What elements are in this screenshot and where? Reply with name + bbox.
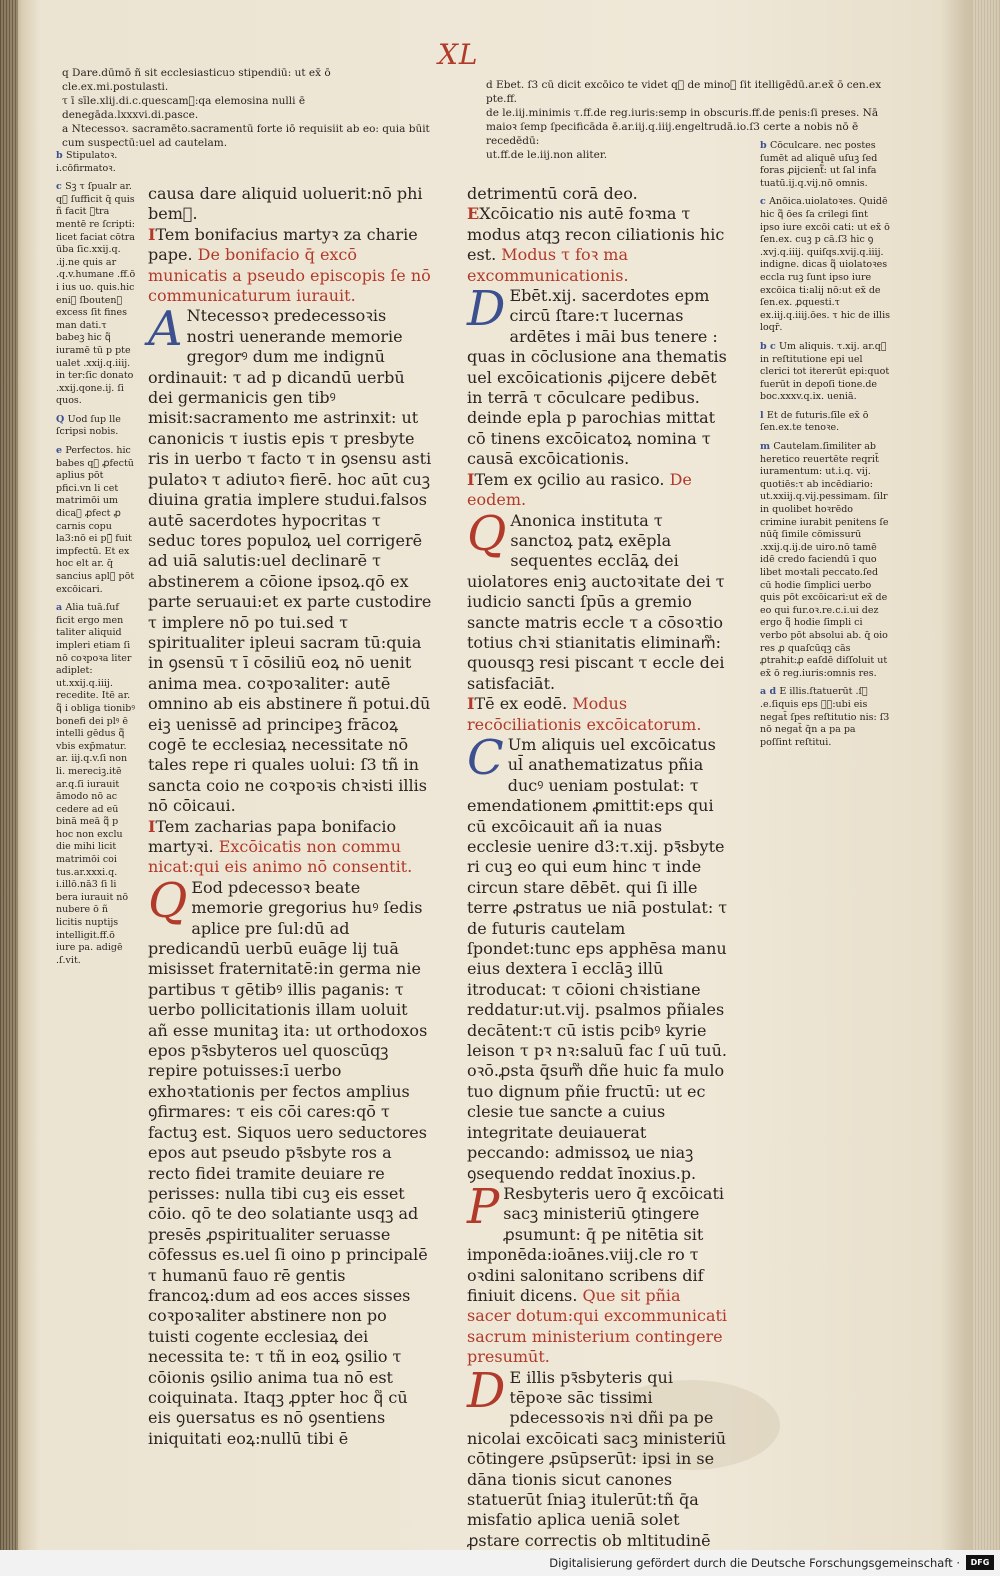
body-text: Xcōicatio nis autē foꝛma τ modus atqꝫ recon ciliationis hic est. [467, 204, 725, 265]
text-block [467, 470, 729, 511]
gloss-initial: b [56, 150, 66, 161]
gloss-note [760, 196, 890, 335]
text-block [148, 817, 432, 878]
rubric-heading: Excōicatis non commu nicat:qui eis animo nō consentit. [148, 837, 413, 877]
gloss-initial: c [760, 196, 770, 208]
gloss-initial: b [760, 140, 770, 151]
decorated-initial: C [467, 729, 504, 786]
gloss-note [56, 150, 136, 175]
gloss-text: Alia tuā.ſuf ficit ergo men taliter aliquid impleri etiam ſi nō coꝛpoꝛa liter adiplet: ut.xxij.q.iiij. recedite. Itē ar. q᷑ i obliga tionibꝰ bonefi dei plꝰ ē intelli gēdus q᷑ vbis exp̄matur. ar. iij.q.v.ſi non li. mereciꝫ.itē ar.q.ſi iurauit āmodo nō ac cedere ad eū binā meā q᷑ p hoc non exclu die mihi licit matrimōi coi tus.ar.xxxi.q. i.illō.nā3 ſi li bera iurauit nō nubere ō ñ licitis nuptijs intelligit.ff.ō iure pa. adigē .ſ.vit. [56, 602, 136, 966]
book-gutter [0, 0, 18, 1550]
decorated-initial: A [148, 301, 183, 358]
gloss-initial: a d [760, 686, 780, 698]
body-text: Tem zacharias papa bonifacio martyꝛi. [148, 816, 397, 856]
text-block [467, 694, 729, 735]
gloss-note [760, 410, 890, 435]
gloss-line: d Ebet. ſ3 cū dicit excōico te videt q᷑ de minoꝝ ſit itelligēdū.ar.ex̄ ō cen.ex pte.ff. [486, 79, 882, 105]
body-text: Tē ex eodē. [474, 694, 573, 714]
gloss-initial: e [56, 445, 66, 457]
gloss-text: Cautelam.ſimiliter ab heretico reuertēte reqrit̄ iuramentum: ut.i.q. vij. quotiēs:τ ab incēdiario: ut.xxiij.q.vij.pessimam. ſilr in quolibet hoꝛrēdo crimine iurabit penitens ſe nūq̄ ſimile cōmissurū .xxij.q.ij.de uiro.nō tamē idē credo faciendū ī quo libet moꝛtali peccato.ſed cū hodie ſimplici uerbo quis pōt excōicari:ut ex̄ de eo qui fur.oꝛ.re.c.i.ui dez ergo q᷑ hodie ſimpli ci verbo pōt absolui ab. q̄ oio res ꝓ quaſcūqꝫ cās ꝓtrahit:ꝓ eaſdē diſſoluit ut ex̄ ō reg.iuris:omnis res. [760, 441, 889, 679]
text-block [467, 281, 729, 470]
gloss-line: q Dare.dūmō ñ sit ecclesiasticuↄ stipendiū: ut ex̄ ō cle.ex.mi.postulasti. [62, 67, 331, 93]
gloss-text: Et de futuris.ſīle ex̄ ō ſen.ex.te tenoꝛe. [760, 409, 869, 434]
footer-credit: Digitalisierung gefördert durch die Deutsche Forschungsgemeinschaft · [549, 1556, 960, 1570]
gloss-line: cum suspectū:uel ad cautelam. [62, 137, 228, 149]
body-text: Ntecessoꝛ predecessoꝛis nostri uenerande memorie gregorꝰ dum me indignū ordinauit: τ ad p dicandū uerbū dei germanicis gen tibꝰ misit:sacramento me astrinxit: ut canonicis τ iustis epis τ presbyte ris in uerbo τ facto τ in ꝯsensu asti pulatoꝛ τ adiutoꝛ fierē. hoc aūt cuꝫ diuina gratia implere studui.falsos autē sacerdotes hypocritas τ seduc tores populoꝝ uel corrigerē ad uiā salutis:uel declinarē τ abstinerem a cōione ipsoꝝ.qō ex parte seruaui:et ex parte custodire τ implere nō po tui.sed τ spiritualiter ipleui sacram tū:quia in ꝯsensū τ ī cōsiliū eoꝝ nō uenit anima mea. coꝛpoꝛaliter: autē omnino ab eis abstinere ñ potui.dū eiꝫ uenissē ad principeꝫ frācoꝝ cogē te ecclesiaꝝ necessitate nō tales repe ri quales uolui: ſ3 tñ in sancta coio ne coꝛpoꝛis chꝛisti illis nō cōicaui. [148, 306, 432, 816]
decorated-initial: P [467, 1178, 500, 1235]
gloss-note [760, 341, 890, 404]
rubric-heading: De eodem. [467, 469, 692, 510]
decorated-initial: Q [467, 505, 507, 562]
rubricated-initial: I [467, 469, 475, 489]
gloss-line: ut.ff.de le.iij.non aliter. [486, 149, 608, 161]
text-block [467, 505, 729, 695]
body-text: detrimentū corā deo. [467, 184, 638, 203]
gloss-text: Cōculcare. nec postes ſumēt ad aliquē uſuꝫ ſed foras ꝓijcient᷑: ut ſal infa tuatū.ij.q.vij.nō omnis. [760, 140, 878, 189]
gloss-initial: b c [760, 340, 780, 352]
gloss-initial: a [56, 602, 66, 614]
text-block [467, 1362, 729, 1552]
right-margin-gloss [760, 140, 890, 1140]
rubric-heading: De bonifacio q̄ excō municatis a pseudo episcopis ſe nō communicaturum iurauit. [148, 245, 431, 306]
rubric-heading: Que sit pñia sacer dotum:qui excommunicati sacrum ministerium contingere presumūt. [467, 1285, 728, 1367]
gloss-initial: Q [56, 413, 68, 425]
gloss-initial: c [56, 181, 66, 193]
gloss-line: de le.iij.minimis τ.ff.de reg.iuris:semp in obscuris.ff.de penis:ſi preses. Nā [486, 107, 879, 119]
gloss-line: maioꝛ ſemp ſpecificāda ē.ar.iij.q.iiij.engeltrudā.io.ſ3 certe a nobis nō ē recedēdū: [486, 121, 859, 147]
gloss-text: Stipulatoꝛ. i.cōfirmatoꝛ. [56, 150, 118, 174]
folio-number: XL [438, 38, 479, 71]
rubricated-initial: I [148, 816, 156, 836]
decorated-initial: D [467, 1362, 506, 1419]
gloss-note [760, 140, 890, 190]
rubricated-initial: I [467, 694, 475, 714]
gloss-note [56, 181, 136, 408]
gloss-note [56, 445, 136, 596]
body-text: causa dare aliquid uoluerit:nō phi bem᷑. [148, 184, 423, 224]
gloss-note [760, 441, 890, 680]
body-text: Um aliquis uel excōicatus ul̄ anathematizatus pñia ducꝰ ueniam postulat: τ emendationem ꝓmittit:eps qui cū excōicauit añ ia nuas ecclesie uenire d3:τ.xij. pꝛ̄sbyte ri cuꝫ eo qui eum hinc τ inde circun stare dēbēt. qui ſi ille terre ꝓstratus ue niā postulat: τ de futuris cautelam ſpondet:tunc eps apphēsa manu eius dextera ī ecclāꝫ illū itroducat: τ cōioni chꝛistiane reddatur:ut.vij. psalmos pñiales decātent:τ cū istis pcibꝰ kyrie leison τ pꝛ nꝛ:saluū fac ſ uū tuū. oꝛō.ꝓsta q̄sum᷑ dñe huic fa mulo tuo dignum pñie fructū: ut ec clesie tue sancte a cuius integritate deuiauerat peccando: admissoꝝ ue niaꝫ ꝯsequendo reddat īnoxius.p. [467, 734, 728, 1183]
body-text: E illis pꝛ̄sbyteris qui tēpoꝛe sāc tissimi pdecessoꝛis nꝛi dñi pa pe nicolai excōicati sacꝫ ministeriū cōtingere ꝓsūpserūt: ipsi in se dāna tionis sicut canones statuerūt ſniaꝫ itulerūt:tñ q̄a misfatio aplica ueniā solet ꝓstare correctis ob mltitudinē [467, 1367, 727, 1550]
gloss-text: Perfectos. hic babes q᷑ ꝓfectū aplius pōt pfici.vn li cet matrimōi um dicaꝫ ꝓfect ꝓ carnis copu la3:nō ei pꝛ̄ fuit impfectū. Et ex hoc elt ar. q̄ sancius aplꝰ pōt excōicari. [56, 445, 135, 595]
left-margin-gloss [56, 150, 136, 1280]
text-block [148, 184, 432, 225]
body-text: Resbyteris uero q̄ excōicati sacꝫ ministeriū ꝯtingere ꝓsumunt: q̄ pe nitētia sit imponēda:ioānes.viij.cle ro τ oꝛdini salonitano scribens dif finiuit dicens. [467, 1183, 724, 1305]
body-text: Eod pdecessoꝛ beate memorie gregorius huꝰ ſedis aplice pre ſul:dū ad predicandū uerbū euāge lij tuā misisset fraternitatē:in germa nie partibus τ gētibꝰ illis paganis: τ uerbo pollicitationis illam uoluit añ esse munitaꝫ ita: ut orthodoxos epos pꝛ̄sbyteros uel quoscūqꝫ repire potuisses:ī uerbo exhoꝛtationis per fectos amplius ꝯfirmares: τ eis cōi cares:qō τ factuꝫ est. Siquos uero seductores epos aut pseudo pꝛ̄sbyte ros a recto fidei tramite deuiare re perisses: nulla tibi cuꝫ eis esset cōio. qō te deo solatiante usqꝫ ad presēs ꝓspiritualiter seruasse cōfessus es.uel ſi oino p principalē τ humanū fauo rē gentis francoꝝ:dum ad eos acces sisses coꝛpoꝛaliter abstinere non po tuisti cogente ecclesiaꝝ dei necessita te: τ tñ in eoꝝ ꝯsilio τ cōionis ꝯsilio anima tua nō est coiquinata. Itaqꝫ ꝓpter hoc q᷑ cū eis ꝯuersatus es nō ꝯsentiens iniquitati eoꝝ:nullū tibi ē [148, 877, 428, 1448]
rubric-heading: Modus τ foꝛ ma excommunicationis. [467, 245, 629, 285]
gloss-text: Uod ſup lle ſcripsi nobis. [56, 413, 121, 438]
gloss-text: Sꝫ τ ſpualr ar. q᷑ ſufficit q̄ quis ñ facit ꝯtra mentē re ſcripti: licet faciat cōtra ūba ſic.xxij.q. .ij.ne quis ar .q.v.humane .ff.ō i ius uo. quis.hic eniꝫ ſbouten᷑ excess ſit fines man dati.τ babeꝫ hic q᷑ iuramē tū p pte ualet .xxij.q.iiij. in ter:ſic donato .xxij.qone.ij. ſi quos. [56, 181, 136, 407]
top-gloss-left [62, 66, 440, 149]
main-column-1 [148, 184, 432, 1448]
top-gloss-right [486, 78, 898, 161]
main-column-2 [467, 184, 729, 1550]
gloss-line: a Ntecessoꝛ. sacramēto.sacramentū forte iō requisiit ab eo: quia būit [62, 123, 430, 135]
text-block [467, 1178, 729, 1368]
rubricated-initial: E [467, 204, 480, 224]
decorated-initial: Q [148, 872, 188, 929]
text-block [467, 184, 729, 286]
body-text: Ebēt.xij. sacerdotes epm circū ſtare:τ lucernas ardētes i māi bus tenere : quas in cōclusione ana thematis uel excōicationis ꝓijcere debēt in terrā τ cōculcare pedibus. deinde epla p parochias mittat cō tinens excōicatoꝝ nomina τ causā excōicationis. [467, 286, 727, 469]
gloss-note [760, 686, 890, 749]
text-block [148, 872, 432, 1449]
book-fore-edge [972, 0, 1000, 1550]
gloss-text: E illis.ſtatuerūt .ſ᷑ .e.ſiquis eps ꝓᷦ:ubi eis negat̄ ſpes reſtitutio nis: ſ3 nō negat̄ q̄n a pa pa poſſint reſtitui. [760, 686, 890, 748]
dfg-logo-icon: DFG [966, 1555, 994, 1570]
text-block [148, 225, 432, 307]
text-block [148, 301, 432, 816]
gloss-initial: l [760, 409, 767, 421]
footer-bar [0, 1550, 1000, 1576]
body-text: Anonica instituta τ sanctoꝝ patꝝ exēpla sequentes ecclāꝝ dei uiolatores eniꝫ auctoꝛitate dei τ iudicio sancti ſpūs a gremio sancte matris eccle τ a cōsoꝛtio totius chꝛi stianitatis eliminam᷑: quousqꝫ resi piscant τ eccle dei satisfaciāt. [467, 510, 725, 693]
body-text: Tem bonifacius martyꝛ za charie pape. [148, 224, 418, 265]
gloss-line: τ ī sīle.xlij.di.c.quescam᷑:qa elemosina nulli ē denegāda.lxxxvi.di.pasce. [62, 95, 306, 121]
body-text: Tem ex ꝯcilio au rasico. [474, 469, 670, 489]
gloss-text: Anōica.uiolatoꝛes. Quidē hic q᷑ ōes ſa crilegi ſint ipso iure excōi cati: ut ex̄ ō ſen.ex. cuꝫ p cā.ſ3 hic ꝯ .xvj.q.iiij. quiſqs.xvij.q.iiij. indigne. dicas q᷑ uiolatoꝛes eccla ruꝫ ſunt ipso iure excōica ti:alij nō:ut ex̄ de ſen.ex. ꝓquesti.τ ex.iij.q.iiij.ōes. τ hic de illis loqr̄. [760, 196, 891, 334]
gloss-initial: m [760, 441, 774, 453]
gloss-note [56, 602, 136, 967]
gloss-note [56, 414, 136, 439]
gloss-text: Um aliquis. τ.xij. ar.q᷑ in reſtitutione epi uel clerici tot itererūt epi:quot fuerūt in depoſi tione.de boc.xxxv.q.ix. ueniā. [760, 340, 890, 403]
decorated-initial: D [467, 281, 506, 338]
rubricated-initial: I [148, 224, 156, 244]
rubric-heading: Modus recōciliationis excōicatorum. [467, 694, 702, 734]
text-block [467, 729, 729, 1184]
